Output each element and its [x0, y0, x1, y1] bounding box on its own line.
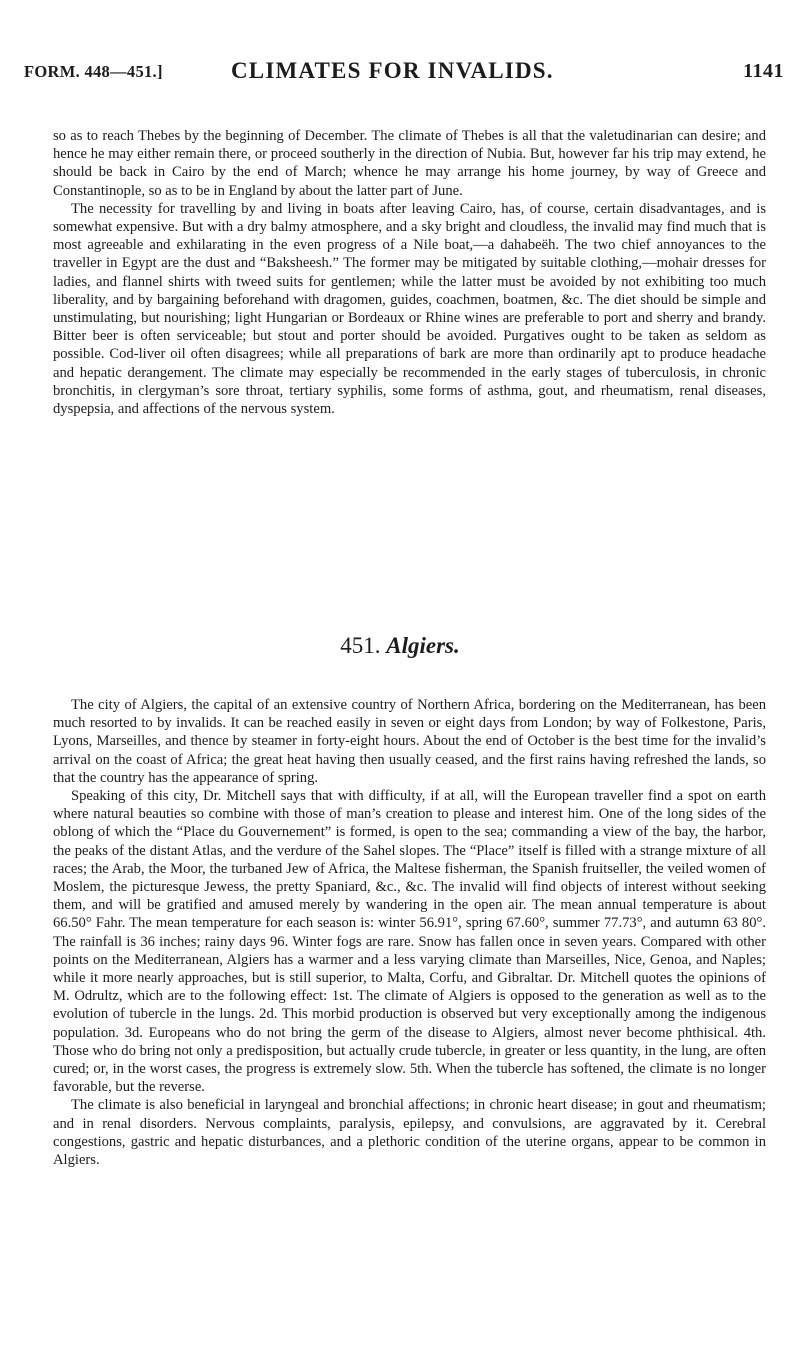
page-number: 1141 — [743, 60, 784, 82]
paragraph: Speaking of this city, Dr. Mitchell says that with difficulty, if at all, will the European traveller find a spot on earth where natural beauties so combine with those of man’s creation to please and interest him. One of the long sides of the oblong of which the “Place du Gouvernement” is formed, is open to the sea; commanding a view of the bay, the harbor, the peaks of the distant Atlas, and the verdure of the Sahel slopes. The “Place” itself is filled with a strange mixture of all races; the Arab, the Moor, the turbaned Jew of Africa, the Maltese fisherman, the Spanish fruitseller, the veiled women of Moslem, the picturesque Jewess, the pretty Spaniard, &c., &c. The invalid will find objects of interest without seeking them, and will be gratified and amused merely by wandering in the open air. The mean annual temperature is about 66.50° Fahr. The mean temperature for each season is: winter 56.91°, spring 67.60°, summer 77.73°, and autumn 63 80°. The rainfall is 36 inches; rainy days 96. Winter fogs are rare. Snow has fallen once in seven years. Compared with other points on the Mediterranean, Algiers has a warmer and a less varying climate than Marseilles, Nice, Genoa, and Naples; while it more nearly approaches, but is still superior, to Malta, Corfu, and Gibraltar. Dr. Mitchell quotes the opinions of M. Odrultz, which are to the following effect: 1st. The climate of Algiers is opposed to the generation as well as to the evolution of tubercle in the lungs. 2d. This morbid production is observed but very exceptionally among the indigenous population. 3d. Europeans who do not bring the germ of the disease to Algiers, almost never become phthisical. 4th. Those who do bring not only a predisposition, but actually crude tubercle, in greater or less quantity, in the lung, are often cured; or, in the worst cases, the progress is extremely slow. 5th. When the tubercle has softened, the climate is no longer favorable, but the reverse. — [53, 788, 766, 1096]
paragraph: The climate is also beneficial in laryngeal and bronchial affections; in chronic heart disease; in gout and rheumatism; and in renal disorders. Nervous complaints, paralysis, epilepsy, and convulsions, are aggravated by it. Cerebral congestions, gastric and hepatic disturbances, and a plethoric condition of the uterine organs, appear to be common in Algiers. — [53, 1097, 766, 1169]
form-reference: FORM. 448—451.] — [24, 62, 163, 81]
paragraph: The necessity for travelling by and living in boats after leaving Cairo, has, of course, certain disadvantages, and is somewhat expensive. But with a dry balmy atmosphere, and a sky bright and cloudless, the invalid may find much that is most agreeable and exhilarating in the even progress of a Nile boat,—a dahabeëh. The two chief annoyances to the traveller in Egypt are the dust and “Baksheesh.” The former may be mitigated by suitable clothing,—mohair dresses for ladies, and flannel shirts with tweed suits for gentlemen; while the latter must be avoided by not exhibiting too much liberality, and by bargaining beforehand with dragomen, guides, coachmen, boatmen, &c. The diet should be simple and unstimulating, but nourishing; light Hungarian or Bordeaux or Rhine wines are preferable to port and sherry and brandy. Bitter beer is often serviceable; but stout and porter should be avoided. Purgatives ought to be taken as seldom as possible. Cod-liver oil often disagrees; while all preparations of bark are more than ordinarily apt to produce headache and hepatic derangement. The climate may especially be recommended in the early stages of tuberculosis, in chronic bronchitis, in clergyman’s sore throat, tertiary syphilis, some forms of asthma, gout, and rheumatism, renal diseases, dyspepsia, and affections of the nervous system. — [53, 200, 766, 418]
text-block-egypt — [53, 127, 766, 418]
running-title: CLIMATES FOR INVALIDS. — [231, 58, 554, 83]
section-number: 451. — [340, 633, 381, 658]
paragraph: The city of Algiers, the capital of an extensive country of Northern Africa, bordering on the Mediterranean, has been much resorted to by invalids. It can be reached easily in seven or eight days from London; by way of Folkestone, Paris, Lyons, Marseilles, and thence by steamer in forty-eight hours. About the end of October is the best time for the invalid’s arrival on the coast of Africa; the great heat having then usually ceased, and the first rains having refreshed the lands, so that the country has the appearance of spring. — [53, 697, 766, 786]
paragraph: so as to reach Thebes by the beginning of December. The climate of Thebes is all that the valetudinarian can desire; and hence he may either remain there, or proceed southerly in the direction of Nubia. But, however far his trip may extend, he should be back in Cairo by the end of March; whence he may arrange his home journey, by way of Greece and Constantinople, so as to be in England by about the latter part of June. — [53, 128, 766, 199]
section-heading — [0, 632, 800, 660]
running-head — [24, 58, 784, 88]
text-block-algiers — [53, 696, 766, 1169]
section-title: Algiers. — [386, 633, 460, 658]
